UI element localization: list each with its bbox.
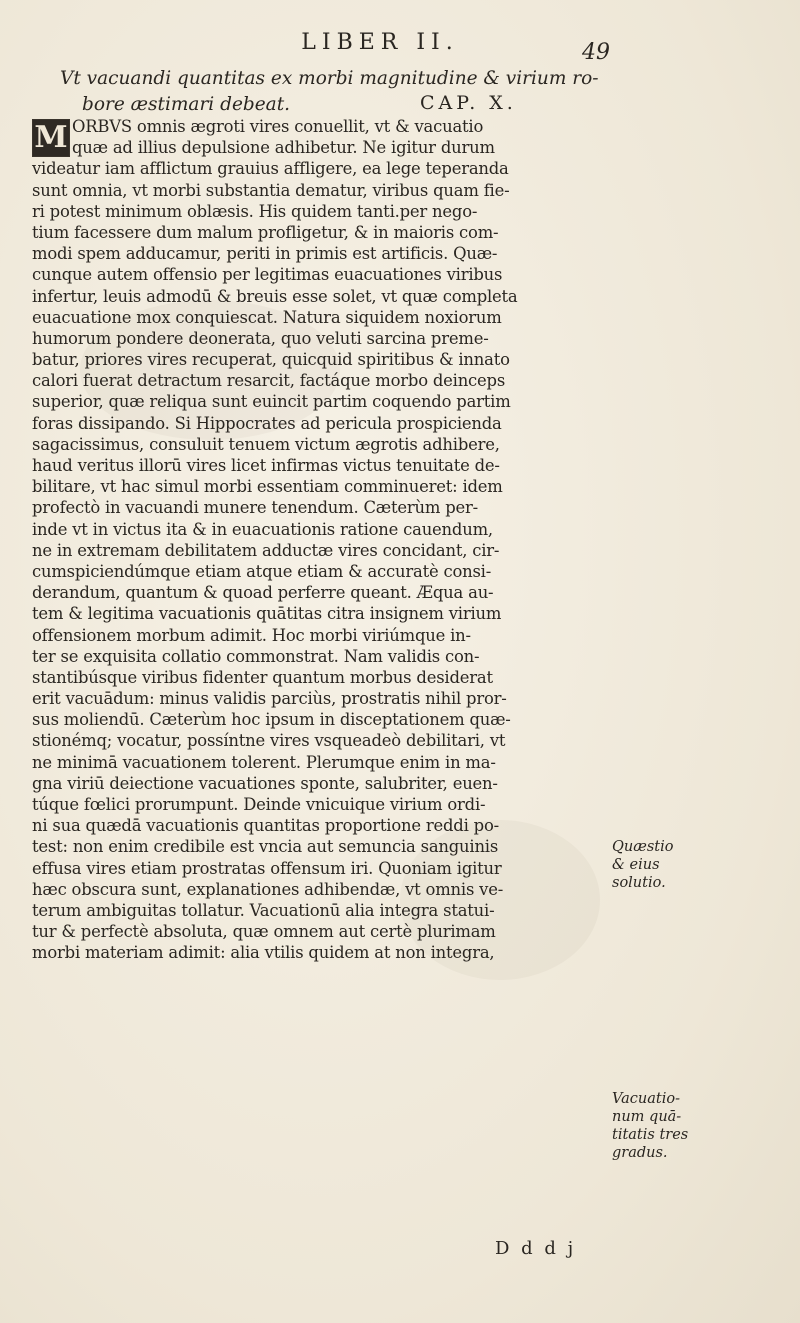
text-line: euacuatione mox conquiescat. Natura siquidem noxiorum (32, 307, 502, 327)
text-line: calori fuerat detractum resarcit, factáque morbo deinceps (32, 371, 506, 391)
text-line: terum ambiguitas tollatur. Vacuationū alia integra statui- (32, 900, 495, 920)
margin-note-line: solutio. (612, 875, 666, 891)
text-line: ne minimā vacuationem tolerent. Plerumque enim in ma- (32, 752, 496, 772)
text-line: stionémq; vocatur, possíntne vires vsqueadeò debilitari, vt (32, 731, 506, 751)
chapter-title-line: bore æstimari debeat. (82, 94, 291, 115)
page-number: 49 (582, 40, 610, 65)
text-line: derandum, quantum & quoad perferre queant. Æqua au- (32, 583, 494, 603)
text-line: videatur iam afflictum grauius affligere, ea lege teperanda (32, 159, 509, 179)
text-line: cunque autem offensio per legitimas euacuationes viribus (32, 265, 503, 285)
body-text (32, 116, 600, 964)
text-line: offensionem morbum adimit. Hoc morbi viriúmque in- (32, 625, 471, 645)
text-line: batur, priores vires recuperat, quicquid spiritibus & innato (32, 350, 510, 370)
chapter-title-line: Vt vacuandi quantitas ex morbi magnitudine & virium ro- (60, 68, 599, 89)
text-line: quæ ad illius depulsione adhibetur. Ne igitur durum (72, 138, 495, 158)
margin-note-line: Quæstio (612, 839, 674, 855)
text-line: sunt omnia, vt morbi substantia dematur, viribus quam fie- (32, 180, 510, 200)
text-line: tur & perfectè absoluta, quæ omnem aut certè plurimam (32, 922, 496, 942)
chapter-number: CAP. X. (420, 92, 517, 114)
text-line: tem & legitima vacuationis quātitas citra insignem virium (32, 604, 502, 624)
signature-mark: D d d j (495, 1238, 577, 1259)
text-line: ter se exquisita collatio commonstrat. Nam validis con- (32, 646, 480, 666)
margin-note-line: gradus. (612, 1145, 668, 1161)
chapter-title (60, 66, 620, 118)
text-line: sus moliendū. Cæterùm hoc ipsum in disceptationem quæ- (32, 710, 511, 730)
running-head: LIBER II. (301, 30, 459, 55)
text-line: test: non enim credibile est vncia aut semuncia sanguinis (32, 837, 499, 857)
margin-note-line: titatis tres (612, 1127, 689, 1143)
text-line: sagacissimus, consuluit tenuem victum ægrotis adhibere, (32, 434, 500, 454)
text-line: stantibúsque viribus fidenter quantum morbus desiderat (32, 667, 493, 687)
text-line: inde vt in victus ita & in euacuationis ratione cauendum, (32, 519, 493, 539)
text-line: ni sua quædā vacuationis quantitas proportione reddi po- (32, 816, 499, 836)
text-line: morbi materiam adimit: alia vtilis quidem at non integra, (32, 943, 495, 963)
text-line: infertur, leuis admodū & breuis esse solet, vt quæ completa (32, 286, 518, 306)
text-line: ne in extremam debilitatem adductæ vires concidant, cir- (32, 540, 500, 560)
margin-note-line: num quā- (612, 1109, 682, 1125)
text-line: modi spem adducamur, periti in primis est artificis. Quæ- (32, 244, 498, 264)
text-line: profectò in vacuandi munere tenendum. Cæterùm per- (32, 498, 479, 518)
margin-note-line: & eius (612, 857, 660, 873)
margin-note-line: Vacuatio- (612, 1091, 680, 1107)
text-line: bilitare, vt hac simul morbi essentiam comminueret: idem (32, 477, 503, 497)
text-line: cumspiciendúmque etiam atque etiam & accuratè consi- (32, 561, 492, 581)
text-line: ri potest minimum oblæsis. His quidem tanti.per nego- (32, 201, 478, 221)
text-line: túque fœlici prorumpunt. Deinde vnicuique virium ordi- (32, 795, 486, 814)
text-line: gna viriū deiectione vacuationes sponte, salubriter, euen- (32, 773, 498, 793)
text-line: superior, quæ reliqua sunt euincit partim coquendo partim (32, 392, 511, 412)
text-line: tium facessere dum malum profligetur, & in maioris com- (32, 222, 499, 242)
text-line: foras dissipando. Si Hippocrates ad pericula prospicienda (32, 413, 502, 433)
text-line: haud veritus illorū vires licet infirmas victus tenuitate de- (32, 456, 500, 475)
drop-cap: M (32, 119, 70, 157)
text-line: effusa vires etiam prostratas offensum iri. Quoniam igitur (32, 858, 502, 878)
text-line: ORBVS omnis ægroti vires conuellit, vt & vacuatio (72, 117, 484, 136)
text-line: humorum pondere deonerata, quo veluti sarcina preme- (32, 328, 489, 348)
text-line: hæc obscura sunt, explanationes adhibendæ, vt omnis ve- (32, 879, 504, 899)
text-line: erit vacuādum: minus validis parciùs, prostratis nihil pror- (32, 689, 507, 709)
